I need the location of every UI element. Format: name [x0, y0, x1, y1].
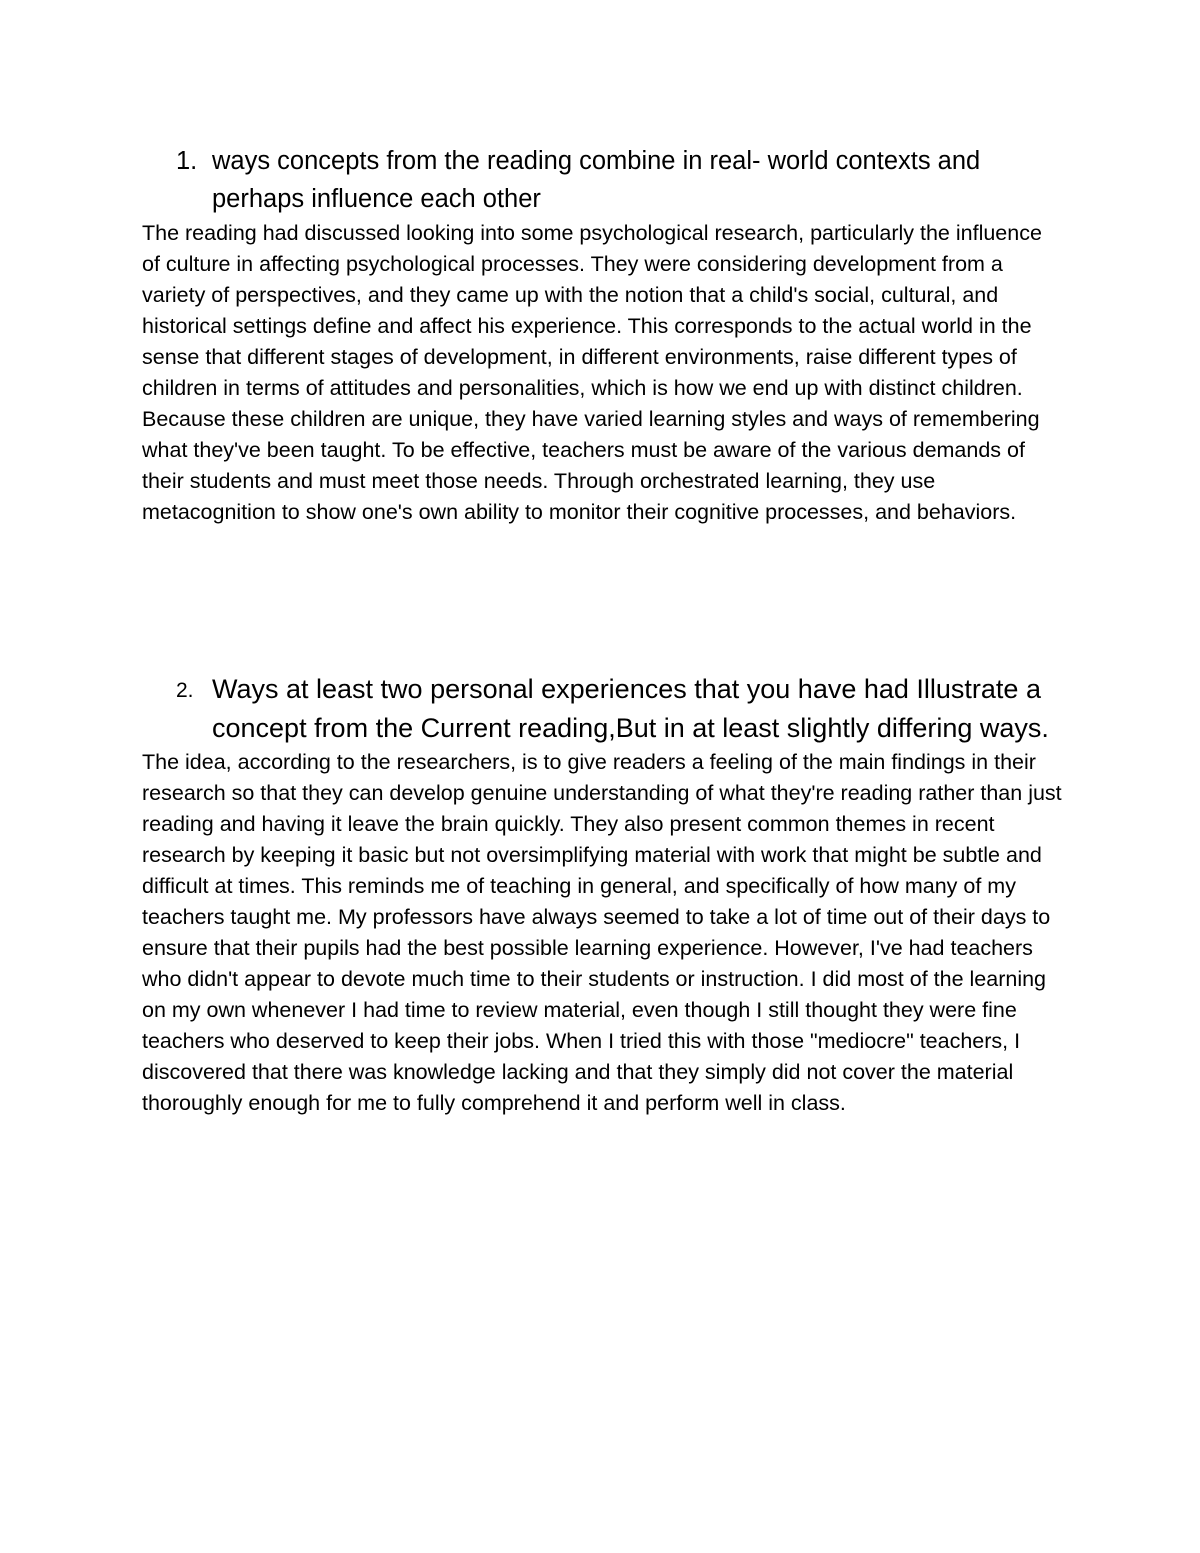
section-1-body: The reading had discussed looking into some psychological research, particularly the influence of culture in affecting psychological processes. They were considering development from a variety of perspectives, and they came up with the notion that a child's social, cultural, and historical settings define and affect his experience. This corresponds to the actual world in the sense that different stages of development, in different environments, raise different types of children in terms of attitudes and personalities, which is how we end up with distinct children. Because these children are unique, they have varied learning styles and ways of remembering what they've been taught. To be effective, teachers must be aware of the various demands of their students and must meet those needs. Through orchestrated learning, they use metacognition to show one's own ability to monitor their cognitive processes, and behaviors.: [142, 221, 1042, 524]
section-1-number: 1.: [176, 147, 198, 175]
section-2-heading: [142, 670, 1062, 747]
section-2: [142, 670, 1062, 1119]
section-2-body: The idea, according to the researchers, is to give readers a feeling of the main findings in their research so that they can develop genuine understanding of what they're reading rather than just reading and having it leave the brain quickly. They also present common themes in recent research by keeping it basic but not oversimplifying material with work that might be subtle and difficult at times. This reminds me of teaching in general, and specifically of how many of my teachers taught me. My professors have always seemed to take a lot of time out of their days to ensure that their pupils had the best possible learning experience. However, I've had teachers who didn't appear to devote much time to their students or instruction. I did most of the learning on my own whenever I had time to review material, even though I still thought they were fine teachers who deserved to keep their jobs. When I tried this with those "mediocre" teachers, I discovered that there was knowledge lacking and that they simply did not cover the material thoroughly enough for me to fully comprehend it and perform well in class.: [142, 750, 1062, 1115]
section-2-heading-text: Ways at least two personal experiences that you have had Illustrate a concept from the Current reading,But in at least slightly differing ways.: [212, 674, 1049, 743]
section-1-heading: [142, 142, 1062, 218]
section-2-number: 2.: [176, 679, 194, 702]
section-1-heading-text: ways concepts from the reading combine in real- world contexts and perhaps influence each other: [212, 147, 981, 213]
section-1: [142, 142, 1062, 528]
